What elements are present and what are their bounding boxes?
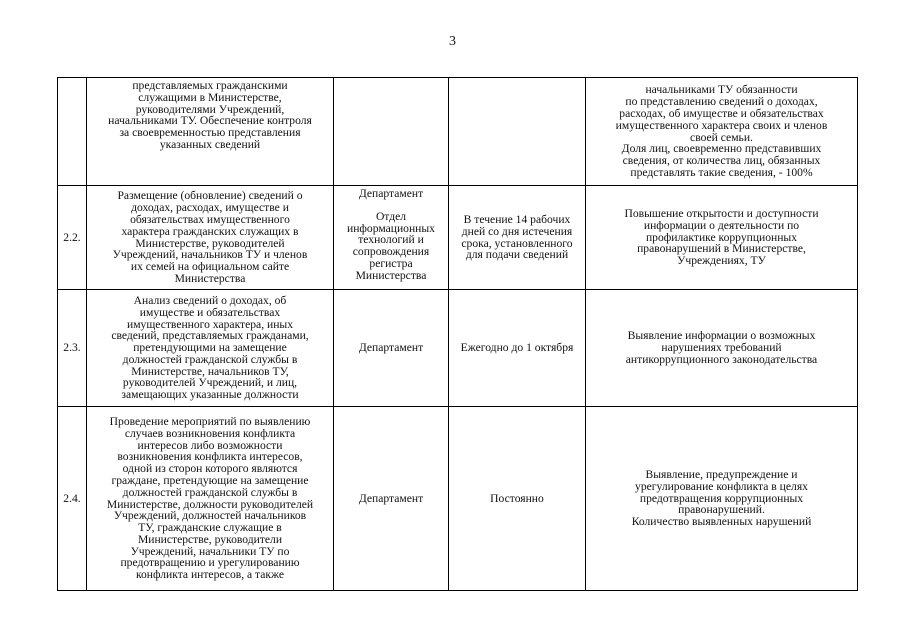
result-cell: Выявление информации о возможных нарушениях требований антикоррупционного законодательства bbox=[586, 290, 858, 407]
measure-cell: Проведение мероприятий по выявлению случаев возникновения конфликта интересов либо возможности возникновения конфликта интересов, одной из сторон которого являются граждане, претендующие на замещение должностей гражданской службы в Министерстве, должности руководителей Учреждений, должностей начальников ТУ, гражданские служащие в Министерстве, руководители Учреждений, начальники ТУ по предотвращению и урегулированию конфликта интересов, а также bbox=[87, 407, 334, 591]
executor-cell: Департамент Отдел информационных технологий и сопровождения регистра Министерства bbox=[334, 186, 449, 290]
executor-cell bbox=[334, 78, 449, 186]
result-cell: Выявление, предупреждение и урегулирование конфликта в целях предотвращения коррупционных правонарушений. Количество выявленных нарушений bbox=[586, 407, 858, 591]
result-cell: Повышение открытости и доступности информации о деятельности по профилактике коррупционных правонарушений в Министерстве, Учреждениях, ТУ bbox=[586, 186, 858, 290]
measure-cell: Размещение (обновление) сведений о доходах, расходах, имуществе и обязательствах имущественного характера гражданских служащих в Министерстве, руководителей Учреждений, начальников ТУ и членов их семей на официальном сайте Министерства bbox=[87, 186, 334, 290]
measure-cell: представляемых гражданскими служащими в Министерстве, руководителями Учреждений, начальниками ТУ. Обеспечение контроля за своевременностью представления указанных сведений bbox=[87, 78, 334, 186]
deadline-cell: В течение 14 рабочих дней со дня истечения срока, установленного для подачи сведений bbox=[449, 186, 586, 290]
row-number: 2.2. bbox=[58, 186, 87, 290]
measures-table bbox=[57, 77, 858, 591]
executor-cell: Департамент bbox=[334, 407, 449, 591]
table-row bbox=[58, 186, 858, 290]
executor-cell: Департамент bbox=[334, 290, 449, 407]
row-number bbox=[58, 78, 87, 186]
table-row bbox=[58, 78, 858, 186]
row-number: 2.4. bbox=[58, 407, 87, 591]
measure-cell: Анализ сведений о доходах, об имуществе и обязательствах имущественного характера, иных сведений, представляемых гражданами, претендующими на замещение должностей гражданской службы в Министерстве, начальников ТУ, руководителей Учреждений, и лиц, замещающих указанные должности bbox=[87, 290, 334, 407]
deadline-cell: Ежегодно до 1 октября bbox=[449, 290, 586, 407]
row-number: 2.3. bbox=[58, 290, 87, 407]
deadline-cell: Постоянно bbox=[449, 407, 586, 591]
page-number: 3 bbox=[449, 34, 456, 49]
result-cell: начальниками ТУ обязанности по представлению сведений о доходах, расходах, об имуществе и обязательствах имущественного характера своих и членов своей семьи. Доля лиц, своевременно представивших сведения, от количества лиц, обязанных представлять такие сведения, - 100% bbox=[586, 78, 858, 186]
table-row bbox=[58, 407, 858, 591]
table-row bbox=[58, 290, 858, 407]
deadline-cell bbox=[449, 78, 586, 186]
